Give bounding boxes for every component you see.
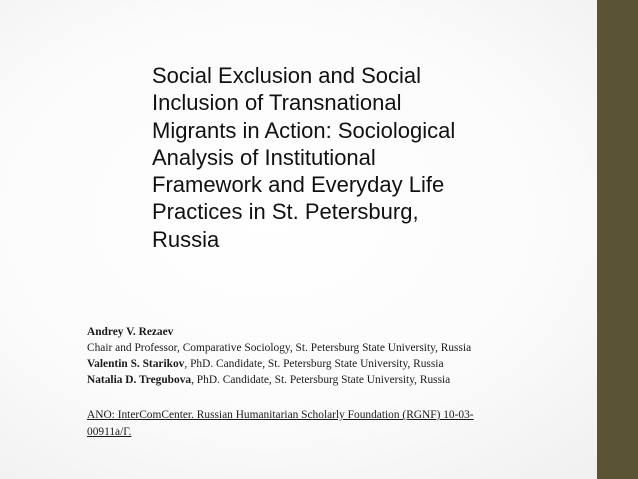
authors-block <box>87 324 567 388</box>
author-2-line <box>87 356 567 372</box>
title-line: Practices in St. Petersburg, <box>152 199 419 225</box>
title-line: Social Exclusion and Social <box>152 63 422 88</box>
author-2-name: Valentin S. Starikov <box>87 358 185 370</box>
title-line: Russia <box>152 226 220 252</box>
title-line: Framework and Everyday Life <box>152 172 445 198</box>
grant-line: 00911а/Г. <box>87 426 132 438</box>
author-1-affiliation: Chair and Professor, Comparative Sociology, St. Petersburg State University, Russia <box>87 342 472 354</box>
slide-title <box>152 62 582 253</box>
grant-acknowledgement <box>87 407 557 441</box>
author-1-name-line <box>87 324 567 340</box>
author-2-affiliation: , PhD. Candidate, St. Petersburg State University, Russia <box>184 358 444 370</box>
decorative-side-bar <box>597 0 638 479</box>
author-1-name: Andrey V. Rezaev <box>87 326 174 338</box>
author-3-affiliation: , PhD. Candidate, St. Petersburg State University, Russia <box>191 374 451 386</box>
author-3-name: Natalia D. Tregubova <box>87 374 192 386</box>
title-line: Migrants in Action: Sociological <box>152 117 456 143</box>
grant-line: ANO: InterComCenter. Russian Humanitarian Scholarly Foundation (RGNF) 10-03- <box>87 409 474 421</box>
title-line: Inclusion of Transnational <box>152 90 402 116</box>
title-line: Analysis of Institutional <box>152 144 376 170</box>
author-3-line <box>87 372 567 388</box>
